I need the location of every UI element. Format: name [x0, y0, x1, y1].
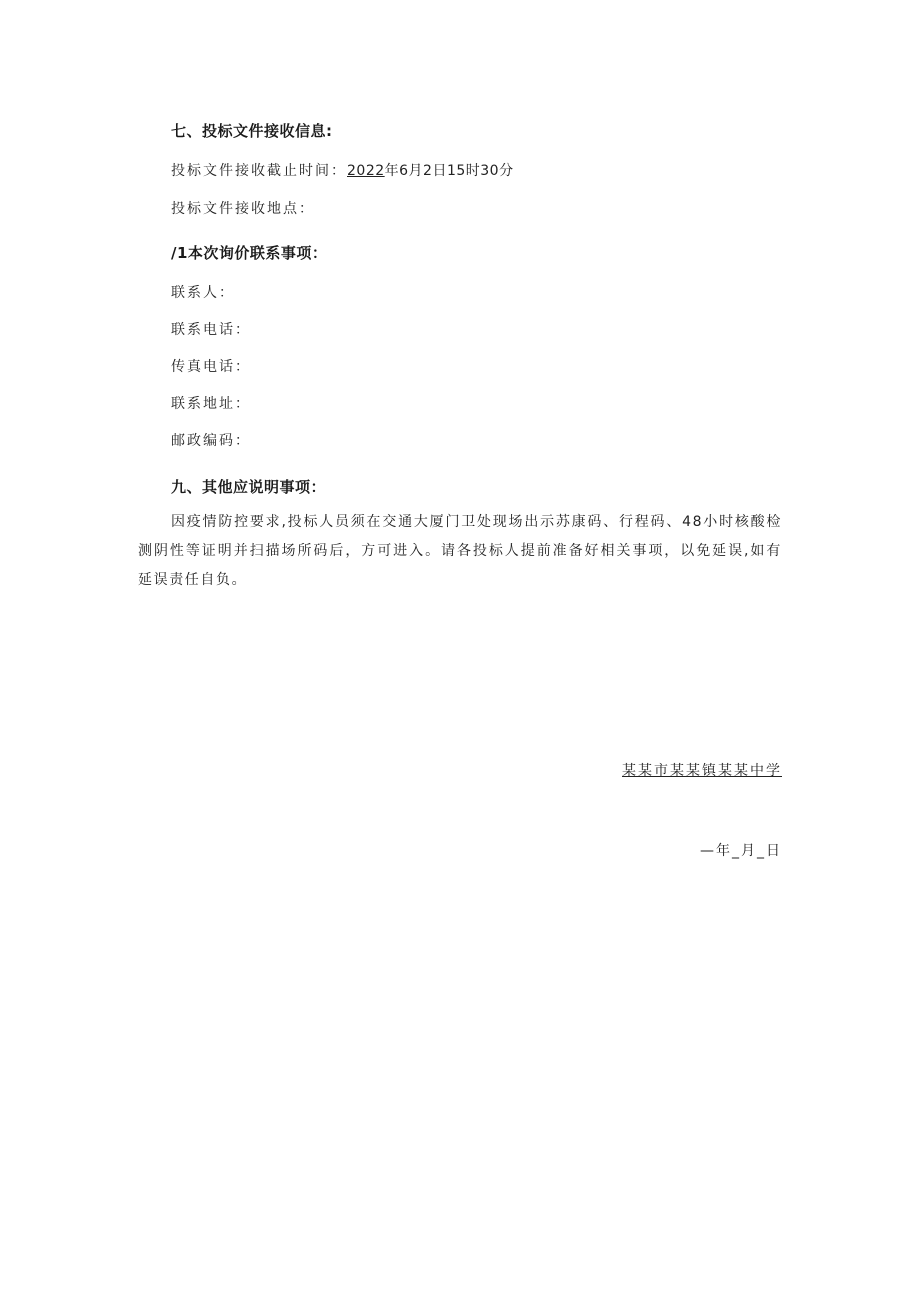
section-9-heading: 九、其他应说明事项：: [171, 478, 327, 496]
signature-organization: 某某市某某镇某某中学: [622, 763, 782, 779]
deadline-date-time: 年6月2日15时30分: [384, 163, 514, 179]
location-line: 投标文件接收地点：: [171, 201, 315, 217]
section-7-heading: 七、投标文件接收信息:: [171, 122, 333, 140]
contact-phone-field: 联系电话：: [171, 322, 251, 338]
deadline-label: 投标文件接收截止时间：: [171, 163, 347, 179]
contact-person-field: 联系人：: [171, 285, 235, 301]
signature-date: —年_月_日: [700, 843, 782, 859]
deadline-year: 2022: [347, 163, 385, 179]
section-8-heading: /1本次询价联系事项：: [171, 244, 328, 262]
fax-field: 传真电话：: [171, 359, 251, 375]
postal-code-field: 邮政编码：: [171, 433, 251, 449]
notice-paragraph: 因疫情防控要求,投标人员须在交通大厦门卫处现场出示苏康码、行程码、48小时核酸检测阴性等证明并扫描场所码后，方可进入。请各投标人提前准备好相关事项，以免延误,如有延误责任自负。: [138, 514, 782, 588]
deadline-line: [171, 160, 514, 180]
contact-address-field: 联系地址：: [171, 396, 251, 412]
